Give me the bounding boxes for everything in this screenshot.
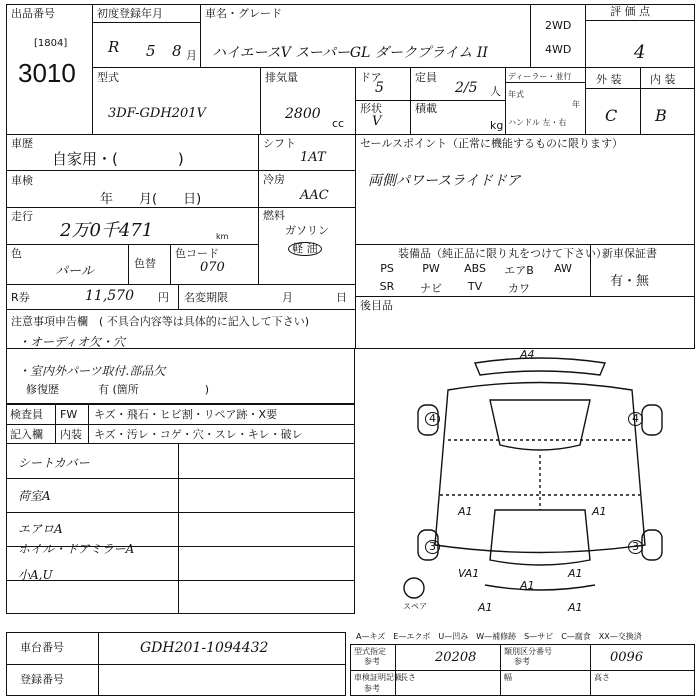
first-reg-year: 5: [146, 42, 156, 60]
height-label: 高さ: [594, 673, 610, 682]
score-value: 4: [634, 42, 646, 63]
rear-label: 後目品: [360, 299, 393, 312]
history-value: 自家用・( ): [52, 150, 184, 168]
diagram-mark-4: A1: [458, 505, 473, 518]
equipment-item: AW: [554, 262, 572, 275]
displacement-unit: cc: [332, 117, 345, 130]
mileage-unit: km: [216, 232, 229, 241]
displacement-value: 2800: [285, 106, 321, 122]
equipment-label: 装備品（純正品に限り丸をつけて下さい）: [398, 247, 607, 260]
recycle-label: R券: [11, 291, 30, 304]
fuel-gas: ガソリン: [285, 224, 329, 237]
first-reg-label: 初度登録年月: [97, 7, 163, 20]
class-ref: 参考: [514, 657, 530, 666]
shape-label: 形状: [360, 102, 382, 115]
name-change-unit: 月: [282, 291, 293, 304]
diagram-mark-1: A4: [520, 348, 535, 361]
diagram-mark-3: 4: [628, 412, 643, 426]
ac-value: AAC: [300, 188, 329, 203]
notes-line-2: ・室内外パーツ取付.部品欠: [18, 364, 166, 378]
interior-label: 内 装: [650, 73, 676, 86]
equipment-item: ナビ: [420, 282, 442, 295]
displacement-label: 排気量: [265, 71, 298, 84]
load-label: 積載: [415, 102, 437, 115]
model-year-unit: 年: [572, 100, 580, 109]
equipment-item: TV: [467, 280, 483, 293]
drive-4wd: 4WD: [545, 43, 572, 56]
notes-label: 注意事項申告欄 ( 不具合内容等は具体的に記入して下さい): [11, 315, 310, 328]
int-items: キズ・汚レ・コゲ・穴・スレ・キレ・破レ: [94, 428, 303, 441]
shape-value: V: [372, 114, 382, 129]
type-cert-ref: 参考: [364, 657, 380, 666]
equipment-item: ABS: [464, 262, 486, 275]
capacity-unit: 人: [490, 85, 501, 98]
cert-ref: 参考: [364, 684, 380, 693]
handle-label: ハンドル 左・右: [508, 118, 567, 127]
diagram-mark-2: 4: [425, 412, 440, 426]
equipment-item: PS: [380, 262, 394, 275]
mileage-value: 2万0千471: [60, 220, 154, 241]
color-code-value: 070: [200, 260, 225, 275]
diagram-mark-11: A1: [478, 601, 493, 614]
fw-label: FW: [60, 408, 78, 421]
first-reg-month: 8: [172, 42, 182, 60]
diagram-mark-6: 3: [425, 540, 440, 554]
selling-text: 両側パワースライドドア: [368, 173, 521, 189]
inspector-label-2: 記入欄: [10, 428, 43, 441]
name-change-day: 日: [336, 291, 347, 304]
color-change-label: 色替: [134, 257, 156, 270]
inspector-label-1: 検査員: [10, 408, 43, 421]
doors-label: ドア: [360, 71, 382, 84]
interior-grade: B: [655, 106, 667, 125]
score-label: 評 価 点: [610, 5, 650, 18]
type-label: 型式: [97, 71, 119, 84]
notes-line-1: ・オーディオ欠・穴: [18, 335, 126, 349]
model-year-label: 年式: [508, 90, 524, 99]
writein-line-5: 小A,U: [18, 568, 53, 582]
repair-value: 有 (箇所 ): [98, 383, 210, 396]
equipment-item: カワ: [508, 282, 530, 295]
inspection-label: 車検: [11, 174, 33, 187]
mileage-label: 走行: [11, 210, 33, 223]
diagram-mark-10: A1: [520, 579, 535, 592]
length-label: 長さ: [400, 673, 416, 682]
fuel-diesel: 軽 油: [288, 242, 322, 256]
warranty-value: 有・無: [610, 274, 650, 289]
load-unit: kg: [490, 119, 504, 132]
drive-2wd: 2WD: [545, 19, 572, 32]
lot-label: 出品番号: [11, 7, 55, 20]
equipment-item: SR: [379, 280, 395, 293]
color-label: 色: [11, 247, 22, 260]
ac-label: 冷房: [263, 173, 285, 186]
model-label: 車名・グレード: [205, 7, 282, 20]
inspection-value: 年 月( 日): [100, 192, 202, 207]
selling-label: セールスポイント（正常に機能するものに限ります）: [360, 137, 624, 150]
writein-line-3: エアロA: [18, 522, 63, 536]
type-value: 3DF-GDH201V: [108, 106, 206, 121]
shift-label: シフト: [263, 137, 296, 150]
chassis-value: GDH201-1094432: [140, 640, 269, 656]
class-value: 0096: [610, 650, 644, 665]
fuel-label: 燃料: [263, 209, 285, 222]
int-label: 内装: [60, 428, 82, 441]
equipment-row-2: [365, 280, 585, 296]
diagram-mark-12: A1: [568, 601, 583, 614]
model-name: ハイエースV スーパーGL ダークプライム II: [212, 45, 488, 61]
lot-code: [1804]: [34, 38, 68, 49]
history-label: 車歴: [11, 137, 33, 150]
recycle-value: 11,570: [85, 288, 134, 304]
writein-line-2: 荷室A: [18, 489, 51, 503]
diagram-legend: A—キズ E—エクボ U—凹み W—補修跡 S—サビ C—腐食 XX—交換済: [356, 632, 642, 641]
diagram-mark-9: A1: [568, 567, 583, 580]
color-value: パール: [55, 264, 94, 279]
type-cert-value: 20208: [435, 650, 477, 665]
recycle-unit: 円: [158, 291, 169, 304]
chassis-label: 車台番号: [20, 641, 64, 654]
color-code-label: 色コード: [175, 247, 219, 260]
diagram-mark-7: 3: [628, 540, 643, 554]
repair-label: 修復歴: [26, 383, 59, 396]
class-label: 類別区分番号: [504, 647, 552, 656]
reg-label: 登録番号: [20, 673, 64, 686]
capacity-label: 定員: [415, 71, 437, 84]
writein-line-1: シートカバー: [18, 456, 90, 470]
vehicle-diagram: [400, 345, 680, 620]
capacity-value: 2/5: [455, 80, 478, 96]
warranty-label: 新車保証書: [602, 247, 657, 260]
exterior-label: 外 装: [596, 73, 622, 86]
diagram-mark-8: VA1: [458, 567, 480, 580]
dealer-label: ディーラー・並行: [508, 72, 572, 81]
width-label: 幅: [504, 673, 512, 682]
type-cert-label: 型式指定: [354, 647, 386, 656]
exterior-grade: C: [605, 106, 618, 125]
spare-label: スペア: [403, 602, 427, 611]
equipment-item: エアB: [504, 264, 534, 277]
name-change-label: 名変期限: [184, 291, 228, 304]
equipment-row-1: [365, 262, 585, 278]
cert-label: 車検証明記載: [354, 673, 402, 682]
first-reg-era: R: [108, 38, 120, 56]
first-reg-month-unit: 月: [186, 49, 197, 62]
doors-value: 5: [375, 80, 384, 96]
writein-line-4: ホイル・ドアミラーA: [18, 542, 135, 556]
equipment-item: PW: [422, 262, 440, 275]
fw-items: キズ・飛石・ヒビ割・リペア跡・X要: [94, 408, 278, 421]
shift-value: 1AT: [300, 150, 326, 165]
lot-number: 3010: [18, 58, 76, 88]
diagram-mark-5: A1: [592, 505, 607, 518]
